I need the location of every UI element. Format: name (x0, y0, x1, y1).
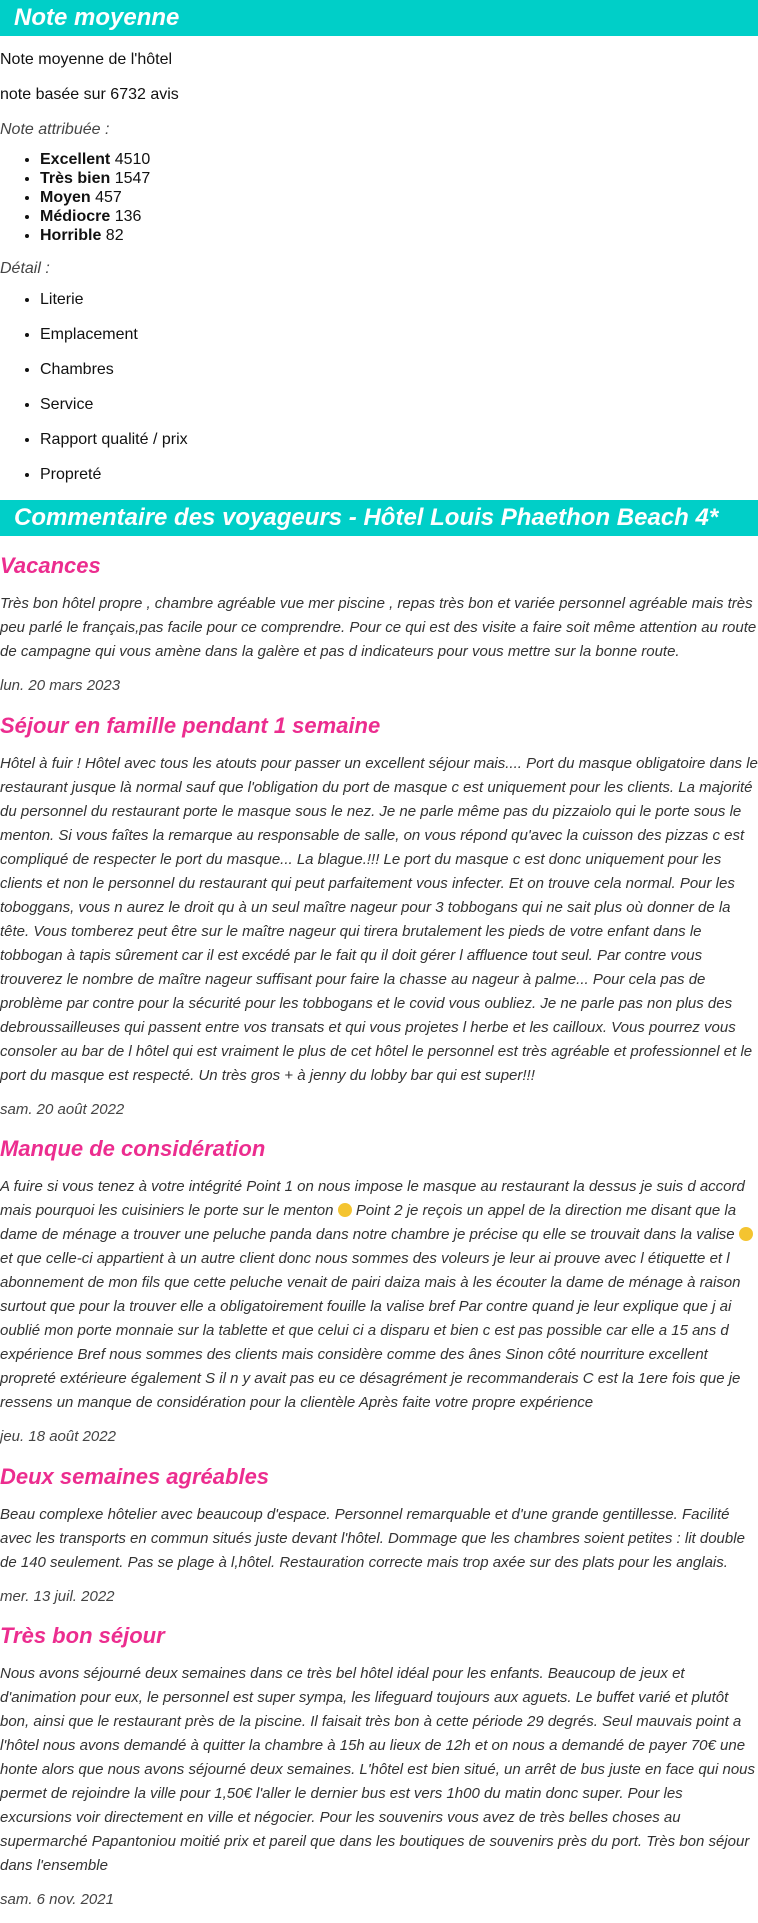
review-text: Beau complexe hôtelier avec beaucoup d'espace. Personnel remarquable et d'une grande gentillesse. Facilité avec les transports en commun situés juste devant l'hôtel. Dommage que les chambres soient petites : lit double de 140 seulement. Pas se plage à l,hôtel. Restauration correcte mais trop axée sur des plats pour les anglais. (0, 1505, 745, 1571)
detail-item: • Service (40, 395, 758, 414)
rating-counts-list (0, 150, 758, 245)
review-date: lun. 20 mars 2023 (0, 677, 121, 695)
detail-item: • Chambres (40, 360, 758, 379)
review (0, 1135, 758, 1447)
review-list (0, 552, 758, 1910)
review-date: sam. 20 août 2022 (0, 1100, 125, 1118)
rating-summary (0, 50, 758, 484)
review-date: mer. 13 juil. 2022 (0, 1587, 115, 1605)
detail-item: • Rapport qualité / prix (40, 430, 758, 449)
review-text: Très bon hôtel propre , chambre agréable vue mer piscine , repas très bon et variée personnel agréable mais très peu parlé le français,pas facile pour ce comprendre. Pour ce qui est des visite a faire soit même attention au route de campagne qui vous amène dans la galère et pas d indicateurs pour vous mettre sur la bonne route. (0, 595, 757, 661)
review-text: Hôtel à fuir ! Hôtel avec tous les atouts pour passer un excellent séjour mais.... Port du masque obligatoire dans le restaurant jusque là normal sauf que l'obligation du port de masque c est uniquement pour les clients. La majorité du personnel du restaurant porte le masque sous le nez. Je ne parle même pas du pizzaiolo qui le porte sous le menton. Si vous faîtes la remarque au responsable de salle, on vous répond qu'avec la cuisson des pizzas c est compliqué de respecter le port du masque... La blague.!!! Le port du masque c est donc uniquement pour les clients et non le personnel du restaurant qui peut parfaitement vous infecter. Et on trouve cela normal. Pour les toboggans, vous n aurez le droit qu à un seul maître nageur pour 3 tobbogans qui ne sait plus où donner de la tête. Vous tomberez peut être sur le maître nageur qui tirera brutalement les pieds de votre enfant dans le tobbogan à tapis sûrement car il est excédé par le fait qu il doit gérer l affluence tout seul. Par contre vous trouverez le nombre de maître nageur suffisant pour faire la chasse au nageur à palme... Pour cela pas de problème par contre pour la sécurité pour les tobbogans et le covid vous oubliez. Je ne parle pas non plus des debroussailleuses qui passent entre vos transats et qui vous projetes l herbe et les cailloux. Vous pourrez vous consoler au bar de l hôtel qui est vraiment le plus de cet hôtel le personnel est très agréable et professionnel et le port du masque est respecté. Un très gros + à jenny du lobby bar qui est super!!! (0, 754, 758, 1084)
review (0, 552, 758, 696)
rating-count-item: • Horrible 82 (40, 226, 758, 245)
rating-count-item: • Excellent 4510 (40, 150, 758, 169)
detail-item: • Emplacement (40, 325, 758, 344)
detail-item: • Propreté (40, 465, 758, 484)
review (0, 1622, 758, 1910)
rating-count-item: • Moyen 457 (40, 188, 758, 207)
review-date: sam. 6 nov. 2021 (0, 1891, 114, 1909)
review-date: jeu. 18 août 2022 (0, 1428, 116, 1446)
comments-header: Commentaire des voyageurs - Hôtel Louis Phaethon Beach 4* (0, 500, 758, 536)
review-count: note basée sur 6732 avis (0, 85, 179, 103)
review-text: A fuire si vous tenez à votre intégrité Point 1 on nous impose le masque au restaurant la dessus je suis d accord mais pourquoi les cuisiniers le porte sur le menton Point 2 je reçois un appel de la direction me disant que la dame de ménage a trouver une peluche panda dans notre chambre je précise qu elle se trouvait dans la valise et que celle-ci appartient à un autre client donc nous sommes des voleurs je leur ai prouve avec l étiquette et l abonnement de mon fils que cette peluche venait de pairi daiza mais à les écouter la dame de ménage à raison surtout que pour la trouver elle a obligatoirement fouille la valise bref Par contre quand je leur explique que j ai oublié mon porte monnaie sur la tablette et que celui ci a disparu et bien c est pas possible car elle a 15 ans d expérience Bref nous sommes des clients mais considère comme des ânes Sinon côté nourriture excellent propreté extérieure également S il n y avait pas eu ce désagrément je recommanderais C est la 1ere fois que je ressens un manque de considération pour la clientèle Après faite votre propre expérience (0, 1175, 758, 1415)
detail-item: • Literie (40, 290, 758, 309)
review-title: Vacances (0, 553, 101, 579)
review (0, 712, 758, 1120)
review-title: Très bon séjour (0, 1623, 165, 1649)
rating-count-item: • Médiocre 136 (40, 207, 758, 226)
detail-label: Détail : (0, 260, 50, 278)
review-text: Nous avons séjourné deux semaines dans ce très bel hôtel idéal pour les enfants. Beaucoup de jeux et d'animation pour eux, le personnel est super sympa, les lifeguard toujours aux aguets. Le buffet varié et plutôt bon, ainsi que le restaurant près de la piscine. Il faisait très bon à cette période 29 degrés. Seul mauvais point a l'hôtel nous avons demandé à quitter la chambre à 15h au lieux de 12h et on nous a demandé de payer 70€ une honte alors que nous avons séjourné deux semaines. L'hôtel est bien situé, un arrêt de bus juste en face qui nous permet de rejoindre la ville pour 1,50€ l'aller le dernier bus est vers 1h00 du matin donc super. Pour les excursions voir directement en ville et négocier. Pour les souvenirs vous avez de très belles choses au supermarché Papantoniou moitié prix et pareil que dans les boutiques de souvenirs près du port. Très bon séjour dans l'ensemble (0, 1665, 756, 1875)
thinking-face-icon (338, 1203, 352, 1217)
review (0, 1463, 758, 1607)
rating-count-item: • Très bien 1547 (40, 169, 758, 188)
attributed-label: Note attribuée : (0, 120, 110, 138)
review-title: Manque de considération (0, 1136, 266, 1162)
hotel-rating-label: Note moyenne de l'hôtel (0, 51, 173, 68)
review-title: Deux semaines agréables (0, 1463, 270, 1489)
thinking-face-icon (739, 1227, 753, 1241)
rating-details-list (0, 290, 758, 484)
review-title: Séjour en famille pendant 1 semaine (0, 712, 381, 738)
rating-summary-header: Note moyenne (0, 0, 758, 36)
